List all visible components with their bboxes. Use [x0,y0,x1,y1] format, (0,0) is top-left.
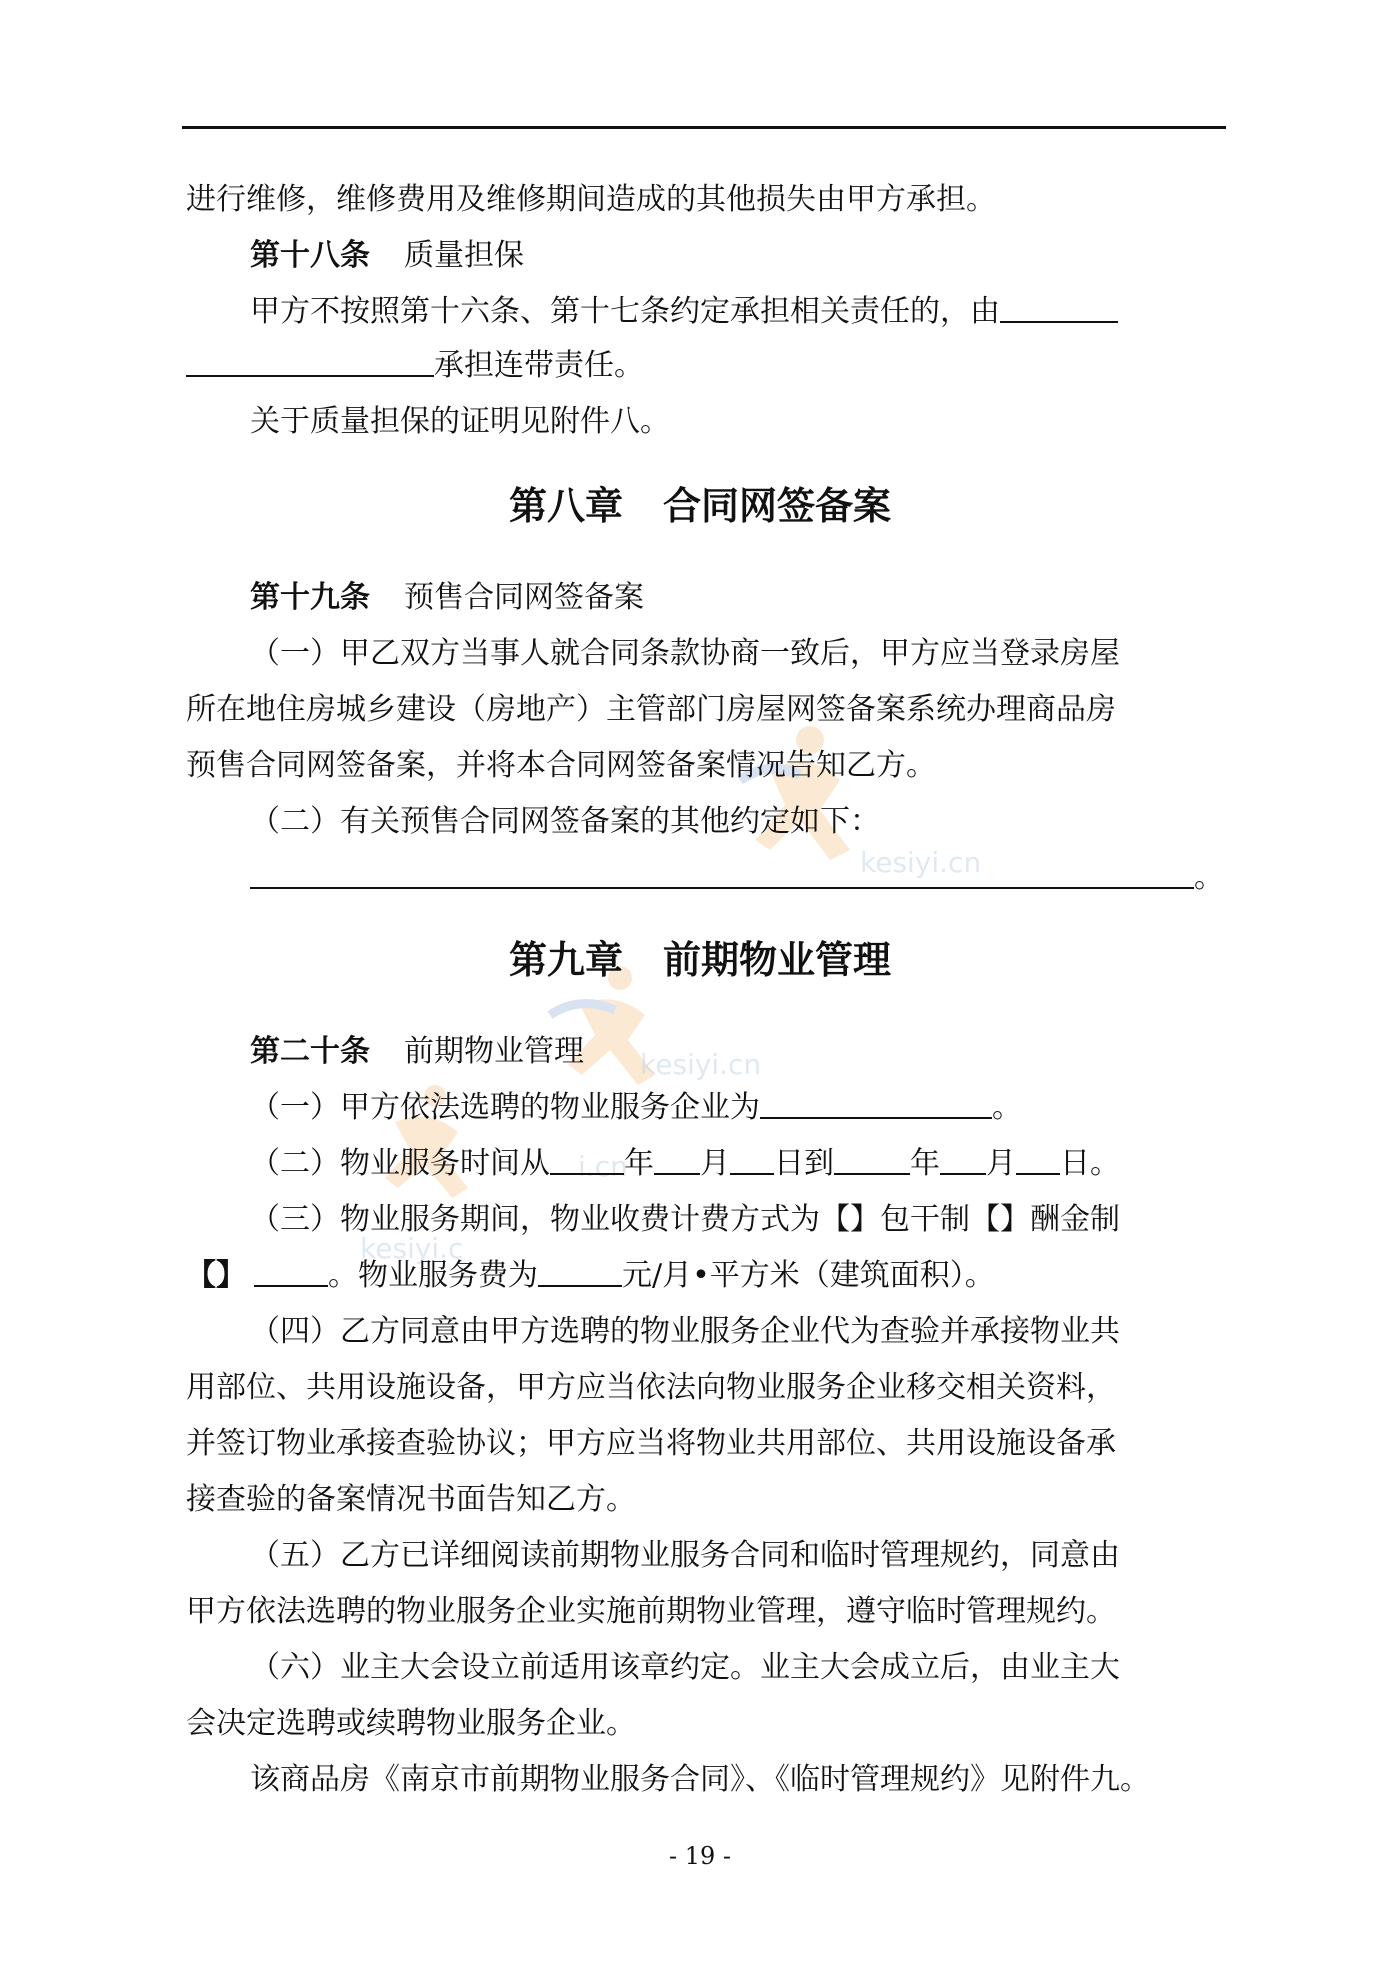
paragraph-line [186,344,1226,388]
watermark-text: kesiyi.cn [860,846,982,879]
article-number: 第二十条 [250,1034,370,1069]
text-span: 日到 [774,1146,834,1181]
paragraph-line [186,1254,1226,1298]
watermark-text-2: kesiyi.cn [640,1048,762,1081]
fill-blank[interactable] [834,1143,910,1175]
chapter-8-heading [0,480,1400,532]
fill-blank[interactable] [538,1255,622,1287]
watermark-text-3: i.cn [578,1150,628,1183]
paragraph-line [250,856,1226,900]
paragraph-line: 会决定选聘或续聘物业服务企业。 [186,1706,636,1741]
paragraph-line: （六）业主大会设立前适用该章约定。业主大会成立后，由业主大 [250,1650,1120,1685]
paragraph-line: 进行维修，维修费用及维修期间造成的其他损失由甲方承担。 [186,182,996,217]
text-span: 承担连带责任。 [434,348,644,383]
article-title: 预售合同网签备案 [404,580,644,615]
chapter-title: 前期物业管理 [663,937,892,982]
paragraph-line [250,290,1226,334]
text-span: 元/月•平方米（建筑面积）。 [622,1258,995,1293]
fill-blank[interactable] [250,857,1194,889]
article-title: 前期物业管理 [404,1034,584,1069]
fill-blank[interactable] [940,1143,986,1175]
text-span: 年 [624,1146,654,1181]
text-span: 年 [910,1146,940,1181]
text-span: 月 [700,1146,730,1181]
article-title: 质量担保 [404,238,524,273]
article-number: 第十九条 [250,580,370,615]
paragraph-line: 关于质量担保的证明见附件八。 [250,404,670,439]
chapter-number: 第八章 [508,483,623,528]
fill-blank[interactable] [760,1087,992,1119]
chapter-number: 第九章 [508,937,623,982]
paragraph-line: 所在地住房城乡建设（房地产）主管部门房屋网签备案系统办理商品房 [186,692,1116,727]
paragraph-line: （五）乙方已详细阅读前期物业服务合同和临时管理规约，同意由 [250,1538,1120,1573]
fill-blank[interactable] [1016,1143,1060,1175]
paragraph-line: （二）有关预售合同网签备案的其他约定如下： [250,804,880,839]
paragraph-line: （一）甲乙双方当事人就合同条款协商一致后，甲方应当登录房屋 [250,636,1120,671]
chapter-title: 合同网签备案 [663,483,892,528]
fill-blank[interactable] [186,345,434,377]
article-20-heading [250,1030,1226,1074]
paragraph-line: （三）物业服务期间，物业收费计费方式为【】包干制【】酬金制 [250,1202,1120,1237]
text-span: 。物业服务费为 [328,1258,538,1293]
paragraph-line: 接查验的备案情况书面告知乙方。 [186,1482,636,1517]
chapter-9-heading [0,934,1400,986]
paragraph-line: 甲方依法选聘的物业服务企业实施前期物业管理，遵守临时管理规约。 [186,1594,1116,1629]
paragraph-line: （四）乙方同意由甲方选聘的物业服务企业代为查验并承接物业共 [250,1314,1120,1349]
fill-blank[interactable] [654,1143,700,1175]
text-span: 【】 [186,1258,246,1293]
fill-blank[interactable] [1000,291,1118,323]
watermark-text-4: kesiyi.c [360,1232,464,1265]
text-span: （二）物业服务时间从 [250,1146,550,1181]
paragraph-line [250,1142,1226,1186]
header-rule [182,126,1226,129]
text-span: 。 [992,1090,1022,1125]
text-span: 月 [986,1146,1016,1181]
article-number: 第十八条 [250,238,370,273]
fill-blank[interactable] [730,1143,774,1175]
text-span: 甲方不按照第十六条、第十七条约定承担相关责任的，由 [250,294,1000,329]
paragraph-line: 用部位、共用设施设备，甲方应当依法向物业服务企业移交相关资料， [186,1370,1116,1405]
article-19-heading [250,576,1226,620]
paragraph-line: 该商品房《南京市前期物业服务合同》、《临时管理规约》见附件九。 [250,1762,1150,1797]
text-span: 日。 [1060,1146,1120,1181]
article-18-heading [250,234,1226,278]
paragraph-line: 预售合同网签备案，并将本合同网签备案情况告知乙方。 [186,748,936,783]
text-span: （一）甲方依法选聘的物业服务企业为 [250,1090,760,1125]
fill-blank[interactable] [550,1143,624,1175]
paragraph-line [250,1086,1226,1130]
fill-blank[interactable] [254,1255,328,1287]
page-number: - 19 - [668,1842,731,1870]
paragraph-line: 并签订物业承接查验协议；甲方应当将物业共用部位、共用设施设备承 [186,1426,1116,1461]
text-span: 。 [1194,860,1224,895]
